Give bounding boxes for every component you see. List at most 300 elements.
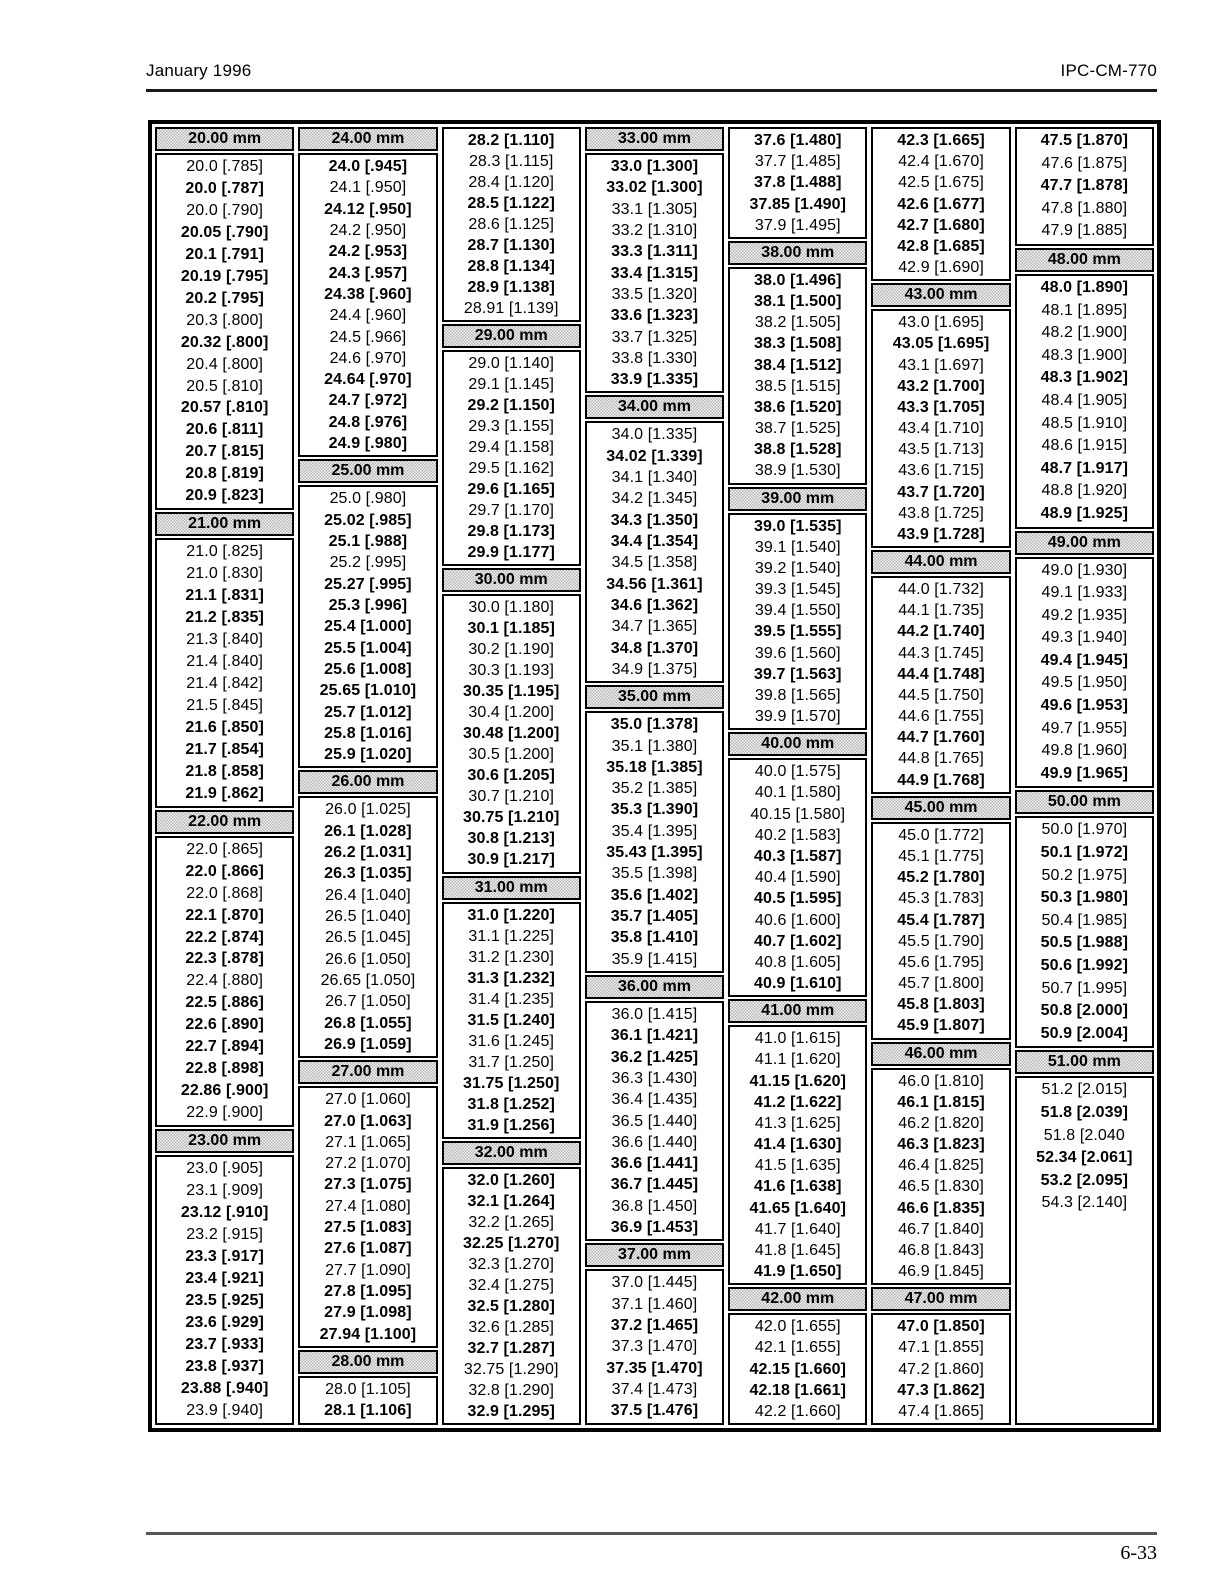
section-header: 25.00 mm [298,459,437,483]
conversion-entry: 23.0 [.905] [186,1160,263,1178]
conversion-entry: 23.2 [.915] [186,1225,263,1243]
section-header: 40.00 mm [728,732,867,756]
section-header: 42.00 mm [728,1287,867,1311]
conversion-entry: 41.15 [1.620] [749,1072,846,1090]
conversion-entry: 41.7 [1.640] [754,1220,841,1238]
conversion-entry: 46.1 [1.815] [897,1093,985,1111]
page-number: 6-33 [1120,1542,1157,1564]
conversion-entry: 49.6 [1.953] [1040,697,1129,715]
conversion-entry: 30.6 [1.205] [467,767,555,785]
conversion-entry: 41.6 [1.638] [754,1178,842,1196]
section-entries [585,1269,724,1425]
table-column [1015,127,1154,1425]
conversion-entry: 50.2 [1.975] [1041,866,1128,884]
conversion-entry: 28.0 [1.105] [325,1380,411,1398]
conversion-entry: 30.1 [1.185] [467,620,555,638]
conversion-entry: 47.7 [1.878] [1040,177,1129,195]
conversion-entry: 35.8 [1.410] [610,929,699,947]
table-column [585,127,724,1425]
conversion-entry: 25.6 [1.008] [324,660,412,678]
conversion-entry: 27.6 [1.087] [324,1240,412,1258]
conversion-entry: 20.7 [.815] [185,443,264,461]
section-entries [298,485,437,768]
conversion-entry: 50.4 [1.985] [1041,911,1128,929]
conversion-entry: 31.0 [1.220] [467,906,555,924]
section-header: 34.00 mm [585,395,724,419]
conversion-entry: 46.9 [1.845] [898,1263,984,1281]
conversion-entry: 46.7 [1.840] [898,1220,984,1238]
conversion-entry: 29.6 [1.165] [467,481,555,499]
conversion-entry: 38.5 [1.515] [754,377,841,395]
conversion-entry: 48.6 [1.915] [1041,437,1128,455]
section-header: 29.00 mm [442,324,581,348]
conversion-entry: 38.7 [1.525] [754,420,841,438]
conversion-entry: 49.7 [1.955] [1041,719,1128,737]
table-column [442,127,581,1425]
header-date: January 1996 [146,61,252,80]
conversion-entry: 37.35 [1.470] [606,1359,703,1377]
conversion-entry: 50.6 [1.992] [1040,957,1129,974]
conversion-entry: 28.7 [1.130] [467,237,555,255]
conversion-entry: 49.5 [1.950] [1041,674,1128,692]
conversion-entry: 24.12 [.950] [324,200,412,218]
conversion-entry: 42.15 [1.660] [749,1360,846,1378]
conversion-entry: 30.5 [1.200] [468,746,555,764]
section-entries [585,421,724,683]
conversion-entry: 21.8 [.858] [185,762,264,780]
section-header: 50.00 mm [1015,790,1154,814]
conversion-entry: 33.7 [1.325] [611,328,698,346]
conversion-entry: 25.3 [.996] [328,596,408,614]
conversion-entry: 41.2 [1.622] [754,1093,842,1111]
conversion-entry: 49.0 [1.930] [1041,561,1128,579]
conversion-entry: 35.7 [1.405] [610,908,699,925]
conversion-entry: 27.2 [1.070] [325,1155,411,1173]
conversion-entry: 35.43 [1.395] [606,844,703,862]
conversion-entry: 44.1 [1.735] [898,602,984,620]
conversion-entry: 22.0 [.868] [186,884,263,902]
conversion-entry: 32.8 [1.290] [468,1381,555,1399]
conversion-entry: 47.2 [1.860] [898,1360,984,1378]
conversion-entry: 31.2 [1.230] [468,948,555,966]
section-entries [442,902,581,1139]
conversion-entry: 31.9 [1.256] [467,1116,555,1134]
conversion-entry: 37.5 [1.476] [610,1402,699,1420]
section-entries [442,127,581,322]
conversion-entry: 24.3 [.957] [328,264,408,282]
conversion-entry: 40.6 [1.600] [754,911,841,929]
conversion-entry: 36.7 [1.445] [610,1176,699,1194]
section-header: 30.00 mm [442,568,581,592]
conversion-entry: 33.4 [1.315] [610,264,699,282]
conversion-entry: 53.2 [2.095] [1040,1171,1129,1189]
conversion-entry: 36.6 [1.441] [610,1155,699,1173]
conversion-entry: 34.02 [1.339] [606,447,703,465]
conversion-entry: 47.0 [1.850] [897,1318,985,1336]
conversion-entry: 26.6 [1.050] [325,950,411,968]
conversion-entry: 25.27 [.995] [324,575,412,593]
section-entries [155,538,294,807]
conversion-entry: 43.8 [1.725] [898,504,984,522]
conversion-entry: 32.7 [1.287] [467,1339,555,1357]
conversion-entry: 39.3 [1.545] [754,581,841,599]
conversion-entry: 22.5 [.886] [185,994,264,1012]
section-entries [728,1313,867,1425]
section-header: 47.00 mm [871,1287,1010,1311]
conversion-entry: 51.2 [2.015] [1041,1081,1128,1099]
conversion-entry: 48.3 [1.902] [1040,369,1129,387]
conversion-entry: 48.3 [1.900] [1041,346,1128,364]
conversion-entry: 29.4 [1.158] [468,439,555,457]
section-entries [1015,274,1154,529]
conversion-entry: 23.6 [.929] [185,1313,264,1331]
section-entries [728,758,867,997]
conversion-entry: 35.4 [1.395] [611,822,698,840]
conversion-entry: 24.9 [.980] [328,435,408,453]
conversion-entry: 44.0 [1.732] [898,581,984,599]
conversion-entry: 30.0 [1.180] [468,599,555,617]
conversion-entry: 22.4 [.880] [186,972,263,990]
section-entries [871,309,1010,548]
conversion-entry: 40.15 [1.580] [750,805,846,823]
section-entries [298,1086,437,1348]
conversion-entry: 29.5 [1.162] [468,460,555,478]
conversion-entry: 39.4 [1.550] [754,602,841,620]
conversion-entry: 49.8 [1.960] [1041,742,1128,760]
conversion-entry: 20.9 [.823] [185,487,264,505]
conversion-entry: 37.85 [1.490] [749,195,846,213]
conversion-entry: 30.4 [1.200] [468,704,555,722]
conversion-entry: 42.18 [1.661] [749,1381,846,1399]
conversion-entry: 46.3 [1.823] [897,1136,985,1154]
conversion-entry: 24.6 [.970] [329,349,407,367]
conversion-entry: 32.9 [1.295] [467,1402,555,1420]
conversion-entry: 20.2 [.795] [185,289,264,307]
conversion-entry: 45.0 [1.772] [898,826,984,844]
conversion-entry: 24.0 [.945] [328,158,408,175]
conversion-entry: 43.5 [1.713] [898,441,984,459]
conversion-entry: 45.9 [1.807] [897,1017,985,1035]
conversion-entry: 23.3 [.917] [185,1247,264,1265]
conversion-entry: 34.3 [1.350] [610,511,699,529]
section-header: 27.00 mm [298,1060,437,1084]
conversion-entry: 22.9 [.900] [186,1104,263,1122]
conversion-entry: 21.2 [.835] [185,609,264,627]
conversion-entry: 44.3 [1.745] [898,644,984,662]
conversion-entry: 22.0 [.866] [185,862,264,880]
conversion-entry: 31.1 [1.225] [468,927,555,945]
conversion-entry: 37.6 [1.480] [754,132,842,149]
conversion-entry: 32.2 [1.265] [468,1213,555,1231]
section-header: 46.00 mm [871,1042,1010,1066]
conversion-entry: 49.2 [1.935] [1041,606,1128,624]
conversion-entry: 26.4 [1.040] [325,886,411,904]
conversion-entry: 43.1 [1.697] [898,356,984,374]
conversion-entry: 24.38 [.960] [324,285,412,303]
conversion-entry: 21.7 [.854] [185,740,264,758]
conversion-entry: 29.2 [1.150] [467,397,555,415]
conversion-entry: 23.12 [.910] [180,1203,269,1221]
section-entries [298,796,437,1058]
conversion-entry: 20.8 [.819] [185,465,264,483]
conversion-entry: 28.91 [1.139] [463,300,559,318]
conversion-entry: 37.9 [1.495] [754,216,841,234]
conversion-entry: 24.1 [.950] [329,179,407,197]
conversion-entry: 22.2 [.874] [185,928,264,946]
section-entries [871,1313,1010,1425]
section-entries [155,153,294,510]
conversion-entry: 39.6 [1.560] [754,644,841,662]
conversion-entry: 30.48 [1.200] [462,725,560,743]
conversion-entry: 48.4 [1.905] [1041,391,1128,409]
conversion-entry: 38.1 [1.500] [754,293,842,311]
conversion-entry: 47.9 [1.885] [1041,222,1128,240]
conversion-entry: 41.8 [1.645] [754,1241,841,1259]
conversion-entry: 28.3 [1.115] [468,153,554,171]
section-header: 32.00 mm [442,1141,581,1165]
conversion-entry: 30.7 [1.210] [468,788,555,806]
conversion-entry: 31.5 [1.240] [467,1011,555,1029]
section-entries [155,836,294,1127]
conversion-entry: 31.7 [1.250] [468,1053,555,1071]
conversion-entry: 32.0 [1.260] [467,1171,555,1189]
conversion-entry: 37.3 [1.470] [611,1338,698,1356]
conversion-entry: 28.6 [1.125] [468,216,555,234]
conversion-entry: 39.7 [1.563] [754,665,842,683]
section-header: 28.00 mm [298,1350,437,1374]
conversion-entry: 27.0 [1.060] [325,1091,411,1109]
conversion-entry: 40.2 [1.583] [754,826,841,844]
conversion-entry: 24.8 [.976] [328,413,408,431]
conversion-entry: 32.1 [1.264] [467,1192,555,1210]
conversion-entry: 39.1 [1.540] [754,538,841,556]
conversion-entry: 51.8 [2.040 [1043,1126,1125,1144]
section-entries [155,1155,294,1425]
conversion-entry: 43.6 [1.715] [898,462,984,480]
section-entries [585,711,724,973]
conversion-entry: 35.0 [1.378] [610,716,699,734]
conversion-entry: 41.0 [1.615] [754,1030,841,1048]
conversion-entry: 35.6 [1.402] [610,886,699,904]
conversion-entry: 36.2 [1.425] [610,1048,699,1066]
conversion-entry: 37.2 [1.465] [610,1317,699,1334]
conversion-entry: 40.0 [1.575] [754,763,841,781]
conversion-entry: 42.0 [1.655] [754,1318,841,1336]
conversion-entry: 40.4 [1.590] [754,869,841,887]
conversion-entry: 32.75 [1.290] [463,1360,559,1378]
conversion-entry: 22.1 [.870] [185,906,264,924]
conversion-entry: 39.5 [1.555] [754,623,842,641]
conversion-entry: 44.4 [1.748] [897,665,985,683]
conversion-entry: 22.6 [.890] [185,1016,264,1034]
conversion-entry: 35.5 [1.398] [611,865,698,883]
table-column [871,127,1010,1425]
conversion-entry: 33.8 [1.330] [611,349,698,367]
conversion-entry: 22.7 [.894] [185,1038,264,1056]
conversion-entry: 27.94 [1.100] [319,1325,417,1343]
conversion-entry: 26.3 [1.035] [324,865,412,883]
conversion-entry: 47.3 [1.862] [897,1381,985,1399]
conversion-entry: 25.8 [1.016] [324,724,412,742]
conversion-entry: 20.6 [.811] [185,421,264,439]
conversion-entry: 30.75 [1.210] [462,809,560,827]
conversion-entry: 49.3 [1.940] [1041,629,1128,647]
conversion-entry: 34.6 [1.362] [610,596,699,614]
conversion-entry: 28.5 [1.122] [467,195,555,213]
section-entries [442,1167,581,1425]
conversion-entry: 36.8 [1.450] [611,1197,698,1215]
section-entries [871,1068,1010,1286]
conversion-entry: 22.8 [.898] [185,1060,264,1078]
conversion-entry: 47.6 [1.875] [1041,154,1128,172]
conversion-entry: 43.7 [1.720] [897,483,985,501]
section-entries [298,1376,437,1425]
conversion-entry: 21.5 [.845] [186,696,263,714]
conversion-entry: 34.1 [1.340] [611,469,698,487]
conversion-entry: 25.9 [1.020] [324,746,412,764]
conversion-entry: 50.9 [2.004] [1040,1024,1129,1042]
conversion-entry: 33.3 [1.311] [611,243,698,261]
conversion-entry: 24.2 [.950] [329,221,407,239]
footer-rule [146,1532,1157,1535]
conversion-entry: 24.64 [.970] [324,371,412,389]
conversion-entry: 33.1 [1.305] [611,200,698,218]
conversion-entry: 30.9 [1.217] [467,851,555,869]
conversion-entry: 25.1 [.988] [328,533,408,550]
conversion-entry: 51.8 [2.039] [1040,1103,1129,1121]
conversion-entry: 24.5 [.966] [329,328,407,346]
section-header: 41.00 mm [728,999,867,1023]
conversion-entry: 23.8 [.937] [185,1357,264,1375]
conversion-entry: 34.7 [1.365] [611,618,698,636]
conversion-entry: 48.9 [1.925] [1040,504,1129,522]
conversion-entry: 26.8 [1.055] [324,1014,412,1032]
conversion-entry: 39.9 [1.570] [754,708,841,726]
conversion-entry: 28.1 [1.106] [324,1402,412,1420]
section-entries [1015,816,1154,1048]
conversion-entry: 20.0 [.785] [186,158,263,175]
section-header: 36.00 mm [585,975,724,999]
section-entries [1015,127,1154,246]
conversion-entry: 26.0 [1.025] [325,801,411,819]
section-entries [728,513,867,731]
conversion-entry: 38.6 [1.520] [754,398,842,416]
section-entries [728,127,867,239]
conversion-entry: 41.65 [1.640] [749,1199,846,1217]
conversion-entry: 27.0 [1.063] [324,1112,412,1130]
conversion-entry: 42.6 [1.677] [897,195,985,213]
conversion-entry: 33.02 [1.300] [606,179,703,197]
conversion-entry: 34.9 [1.375] [611,660,698,678]
conversion-entry: 44.7 [1.760] [897,729,985,747]
section-header: 21.00 mm [155,512,294,536]
conversion-entry: 22.86 [.900] [180,1082,269,1100]
conversion-entry: 24.7 [.972] [328,392,408,410]
conversion-entry: 23.5 [.925] [185,1291,264,1309]
conversion-entry: 50.8 [2.000] [1040,1002,1129,1020]
section-header: 49.00 mm [1015,531,1154,555]
conversion-entry: 45.2 [1.780] [897,869,985,887]
section-entries [871,127,1010,281]
conversion-entry: 38.3 [1.508] [754,335,842,353]
section-header: 22.00 mm [155,810,294,834]
conversion-entry: 42.7 [1.680] [897,216,985,234]
conversion-entry: 30.35 [1.195] [462,683,560,701]
conversion-entry: 40.5 [1.595] [754,890,842,908]
conversion-entry: 46.6 [1.835] [897,1199,985,1217]
header-rule [146,89,1157,92]
conversion-entry: 41.1 [1.620] [754,1051,841,1069]
conversion-entry: 48.2 [1.900] [1041,324,1128,342]
section-header: 35.00 mm [585,685,724,709]
conversion-entry: 23.88 [.940] [180,1379,269,1397]
conversion-entry: 38.2 [1.505] [754,314,841,332]
conversion-entry: 32.5 [1.280] [467,1297,555,1315]
conversion-entry: 21.1 [.831] [185,587,264,605]
conversion-entry: 27.3 [1.075] [324,1176,412,1194]
conversion-entry: 20.4 [.800] [186,355,263,373]
section-entries [871,576,1010,794]
conversion-entry: 23.9 [.940] [186,1401,263,1419]
section-entries [871,822,1010,1040]
conversion-entry: 33.5 [1.320] [611,285,698,303]
conversion-entry: 34.0 [1.335] [611,426,698,444]
conversion-entry: 33.6 [1.323] [610,307,699,325]
conversion-entry: 31.3 [1.232] [467,969,555,987]
conversion-entry: 32.3 [1.270] [468,1255,555,1273]
conversion-entry: 44.6 [1.755] [898,708,984,726]
conversion-entry: 37.0 [1.445] [611,1274,698,1292]
conversion-entry: 29.8 [1.173] [467,523,555,541]
conversion-entry: 45.3 [1.783] [898,890,984,908]
conversion-entry: 27.5 [1.083] [324,1219,412,1237]
conversion-entry: 43.9 [1.728] [897,525,985,543]
conversion-entry: 34.5 [1.358] [611,554,698,572]
conversion-entry: 41.9 [1.650] [754,1263,842,1281]
conversion-entry: 38.0 [1.496] [754,271,842,289]
conversion-entry: 29.7 [1.170] [468,502,555,520]
conversion-entry: 22.3 [.878] [185,950,264,968]
conversion-entry: 46.8 [1.843] [898,1241,984,1259]
conversion-entry: 20.19 [.795] [180,267,269,285]
conversion-entry: 25.02 [.985] [324,511,412,529]
conversion-entry: 20.05 [.790] [180,223,269,241]
conversion-entry: 43.05 [1.695] [892,335,990,353]
conversion-entry: 28.9 [1.138] [467,279,555,297]
conversion-entry: 21.3 [.840] [186,631,263,649]
table-column [155,127,294,1425]
conversion-entry: 36.4 [1.435] [611,1091,698,1109]
conversion-entry: 42.8 [1.685] [897,237,985,255]
section-entries [1015,557,1154,789]
conversion-entry: 23.4 [.921] [185,1269,264,1287]
conversion-entry: 40.8 [1.605] [754,953,841,971]
conversion-entry: 34.56 [1.361] [606,575,703,593]
section-header: 31.00 mm [442,876,581,900]
conversion-entry: 30.8 [1.213] [467,830,555,848]
conversion-entry: 42.5 [1.675] [898,174,984,192]
conversion-entry: 27.9 [1.098] [324,1304,412,1322]
conversion-entry: 44.8 [1.765] [898,750,984,768]
conversion-entry: 32.6 [1.285] [468,1318,555,1336]
conversion-entry: 28.2 [1.110] [467,132,555,149]
conversion-entry: 43.2 [1.700] [897,377,985,395]
conversion-entry: 36.9 [1.453] [610,1219,699,1237]
conversion-entry: 45.4 [1.787] [897,911,985,929]
section-entries [298,153,437,457]
conversion-entry: 29.3 [1.155] [468,418,555,436]
conversion-entry: 43.4 [1.710] [898,420,984,438]
